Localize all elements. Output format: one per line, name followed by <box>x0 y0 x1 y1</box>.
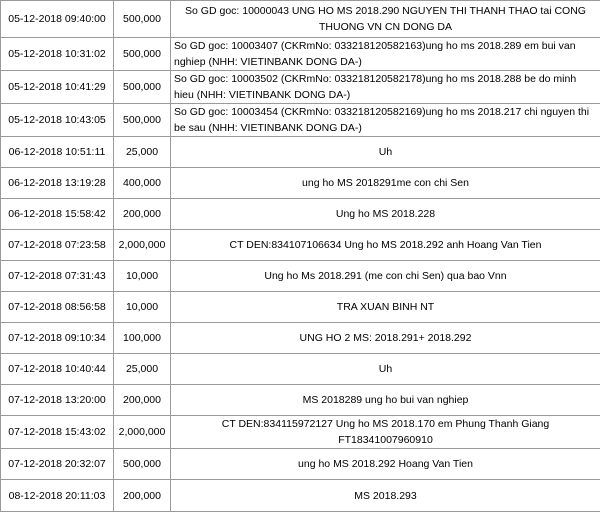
date-cell: 07-12-2018 07:31:43 <box>1 261 114 292</box>
description-cell: Ung ho MS 2018.228 <box>171 199 600 230</box>
date-cell: 07-12-2018 09:10:34 <box>1 323 114 354</box>
description-cell: ung ho MS 2018.292 Hoang Van Tien <box>171 449 600 480</box>
description-cell: UNG HO 2 MS: 2018.291+ 2018.292 <box>171 323 600 354</box>
date-cell: 07-12-2018 13:20:00 <box>1 385 114 416</box>
amount-cell: 10,000 <box>114 292 171 323</box>
table-row <box>1 168 600 199</box>
amount-cell: 500,000 <box>114 1 171 38</box>
table-row <box>1 385 600 416</box>
table-row <box>1 449 600 480</box>
description-cell: MS 2018.293 <box>171 480 600 512</box>
date-cell: 05-12-2018 10:31:02 <box>1 38 114 71</box>
table-row <box>1 199 600 230</box>
amount-cell: 2,000,000 <box>114 416 171 449</box>
description-cell: So GD goc: 10003454 (CKRmNo: 033218120582169)ung ho ms 2018.217 chi nguyen thi be sau (NHH: VIETINBANK DONG DA-) <box>171 104 600 137</box>
table-row <box>1 323 600 354</box>
amount-cell: 400,000 <box>114 168 171 199</box>
transactions-body <box>1 1 600 512</box>
date-cell: 06-12-2018 13:19:28 <box>1 168 114 199</box>
table-row <box>1 292 600 323</box>
date-cell: 07-12-2018 07:23:58 <box>1 230 114 261</box>
date-cell: 07-12-2018 15:43:02 <box>1 416 114 449</box>
amount-cell: 2,000,000 <box>114 230 171 261</box>
description-cell: Uh <box>171 354 600 385</box>
amount-cell: 25,000 <box>114 137 171 168</box>
table-row <box>1 230 600 261</box>
table-row <box>1 137 600 168</box>
date-cell: 05-12-2018 10:43:05 <box>1 104 114 137</box>
description-cell: So GD goc: 10003407 (CKRmNo: 033218120582163)ung ho ms 2018.289 em bui van nghiep (NHH: VIETINBANK DONG DA-) <box>171 38 600 71</box>
amount-cell: 200,000 <box>114 480 171 512</box>
amount-cell: 500,000 <box>114 38 171 71</box>
description-cell: So GD goc: 10000043 UNG HO MS 2018.290 NGUYEN THI THANH THAO tai CONG THUONG VN CN DONG DA <box>171 1 600 38</box>
amount-cell: 10,000 <box>114 261 171 292</box>
description-cell: TRA XUAN BINH NT <box>171 292 600 323</box>
amount-cell: 25,000 <box>114 354 171 385</box>
description-cell: So GD goc: 10003502 (CKRmNo: 033218120582178)ung ho ms 2018.288 be do minh hieu (NHH: VIETINBANK DONG DA-) <box>171 71 600 104</box>
amount-cell: 500,000 <box>114 104 171 137</box>
description-cell: Uh <box>171 137 600 168</box>
amount-cell: 200,000 <box>114 385 171 416</box>
date-cell: 05-12-2018 10:41:29 <box>1 71 114 104</box>
description-cell: MS 2018289 ung ho bui van nghiep <box>171 385 600 416</box>
date-cell: 07-12-2018 10:40:44 <box>1 354 114 385</box>
date-cell: 06-12-2018 10:51:11 <box>1 137 114 168</box>
table-row <box>1 104 600 137</box>
amount-cell: 500,000 <box>114 71 171 104</box>
date-cell: 08-12-2018 20:11:03 <box>1 480 114 512</box>
description-cell: ung ho MS 2018291me con chi Sen <box>171 168 600 199</box>
table-row <box>1 480 600 512</box>
description-cell: CT DEN:834107106634 Ung ho MS 2018.292 anh Hoang Van Tien <box>171 230 600 261</box>
table-row <box>1 354 600 385</box>
table-row <box>1 416 600 449</box>
amount-cell: 500,000 <box>114 449 171 480</box>
date-cell: 07-12-2018 08:56:58 <box>1 292 114 323</box>
date-cell: 05-12-2018 09:40:00 <box>1 1 114 38</box>
date-cell: 07-12-2018 20:32:07 <box>1 449 114 480</box>
description-cell: CT DEN:834115972127 Ung ho MS 2018.170 em Phung Thanh Giang FT18341007960910 <box>171 416 600 449</box>
description-cell: Ung ho Ms 2018.291 (me con chi Sen) qua bao Vnn <box>171 261 600 292</box>
amount-cell: 200,000 <box>114 199 171 230</box>
table-row <box>1 261 600 292</box>
amount-cell: 100,000 <box>114 323 171 354</box>
table-row <box>1 38 600 71</box>
date-cell: 06-12-2018 15:58:42 <box>1 199 114 230</box>
table-row <box>1 1 600 38</box>
table-row <box>1 71 600 104</box>
